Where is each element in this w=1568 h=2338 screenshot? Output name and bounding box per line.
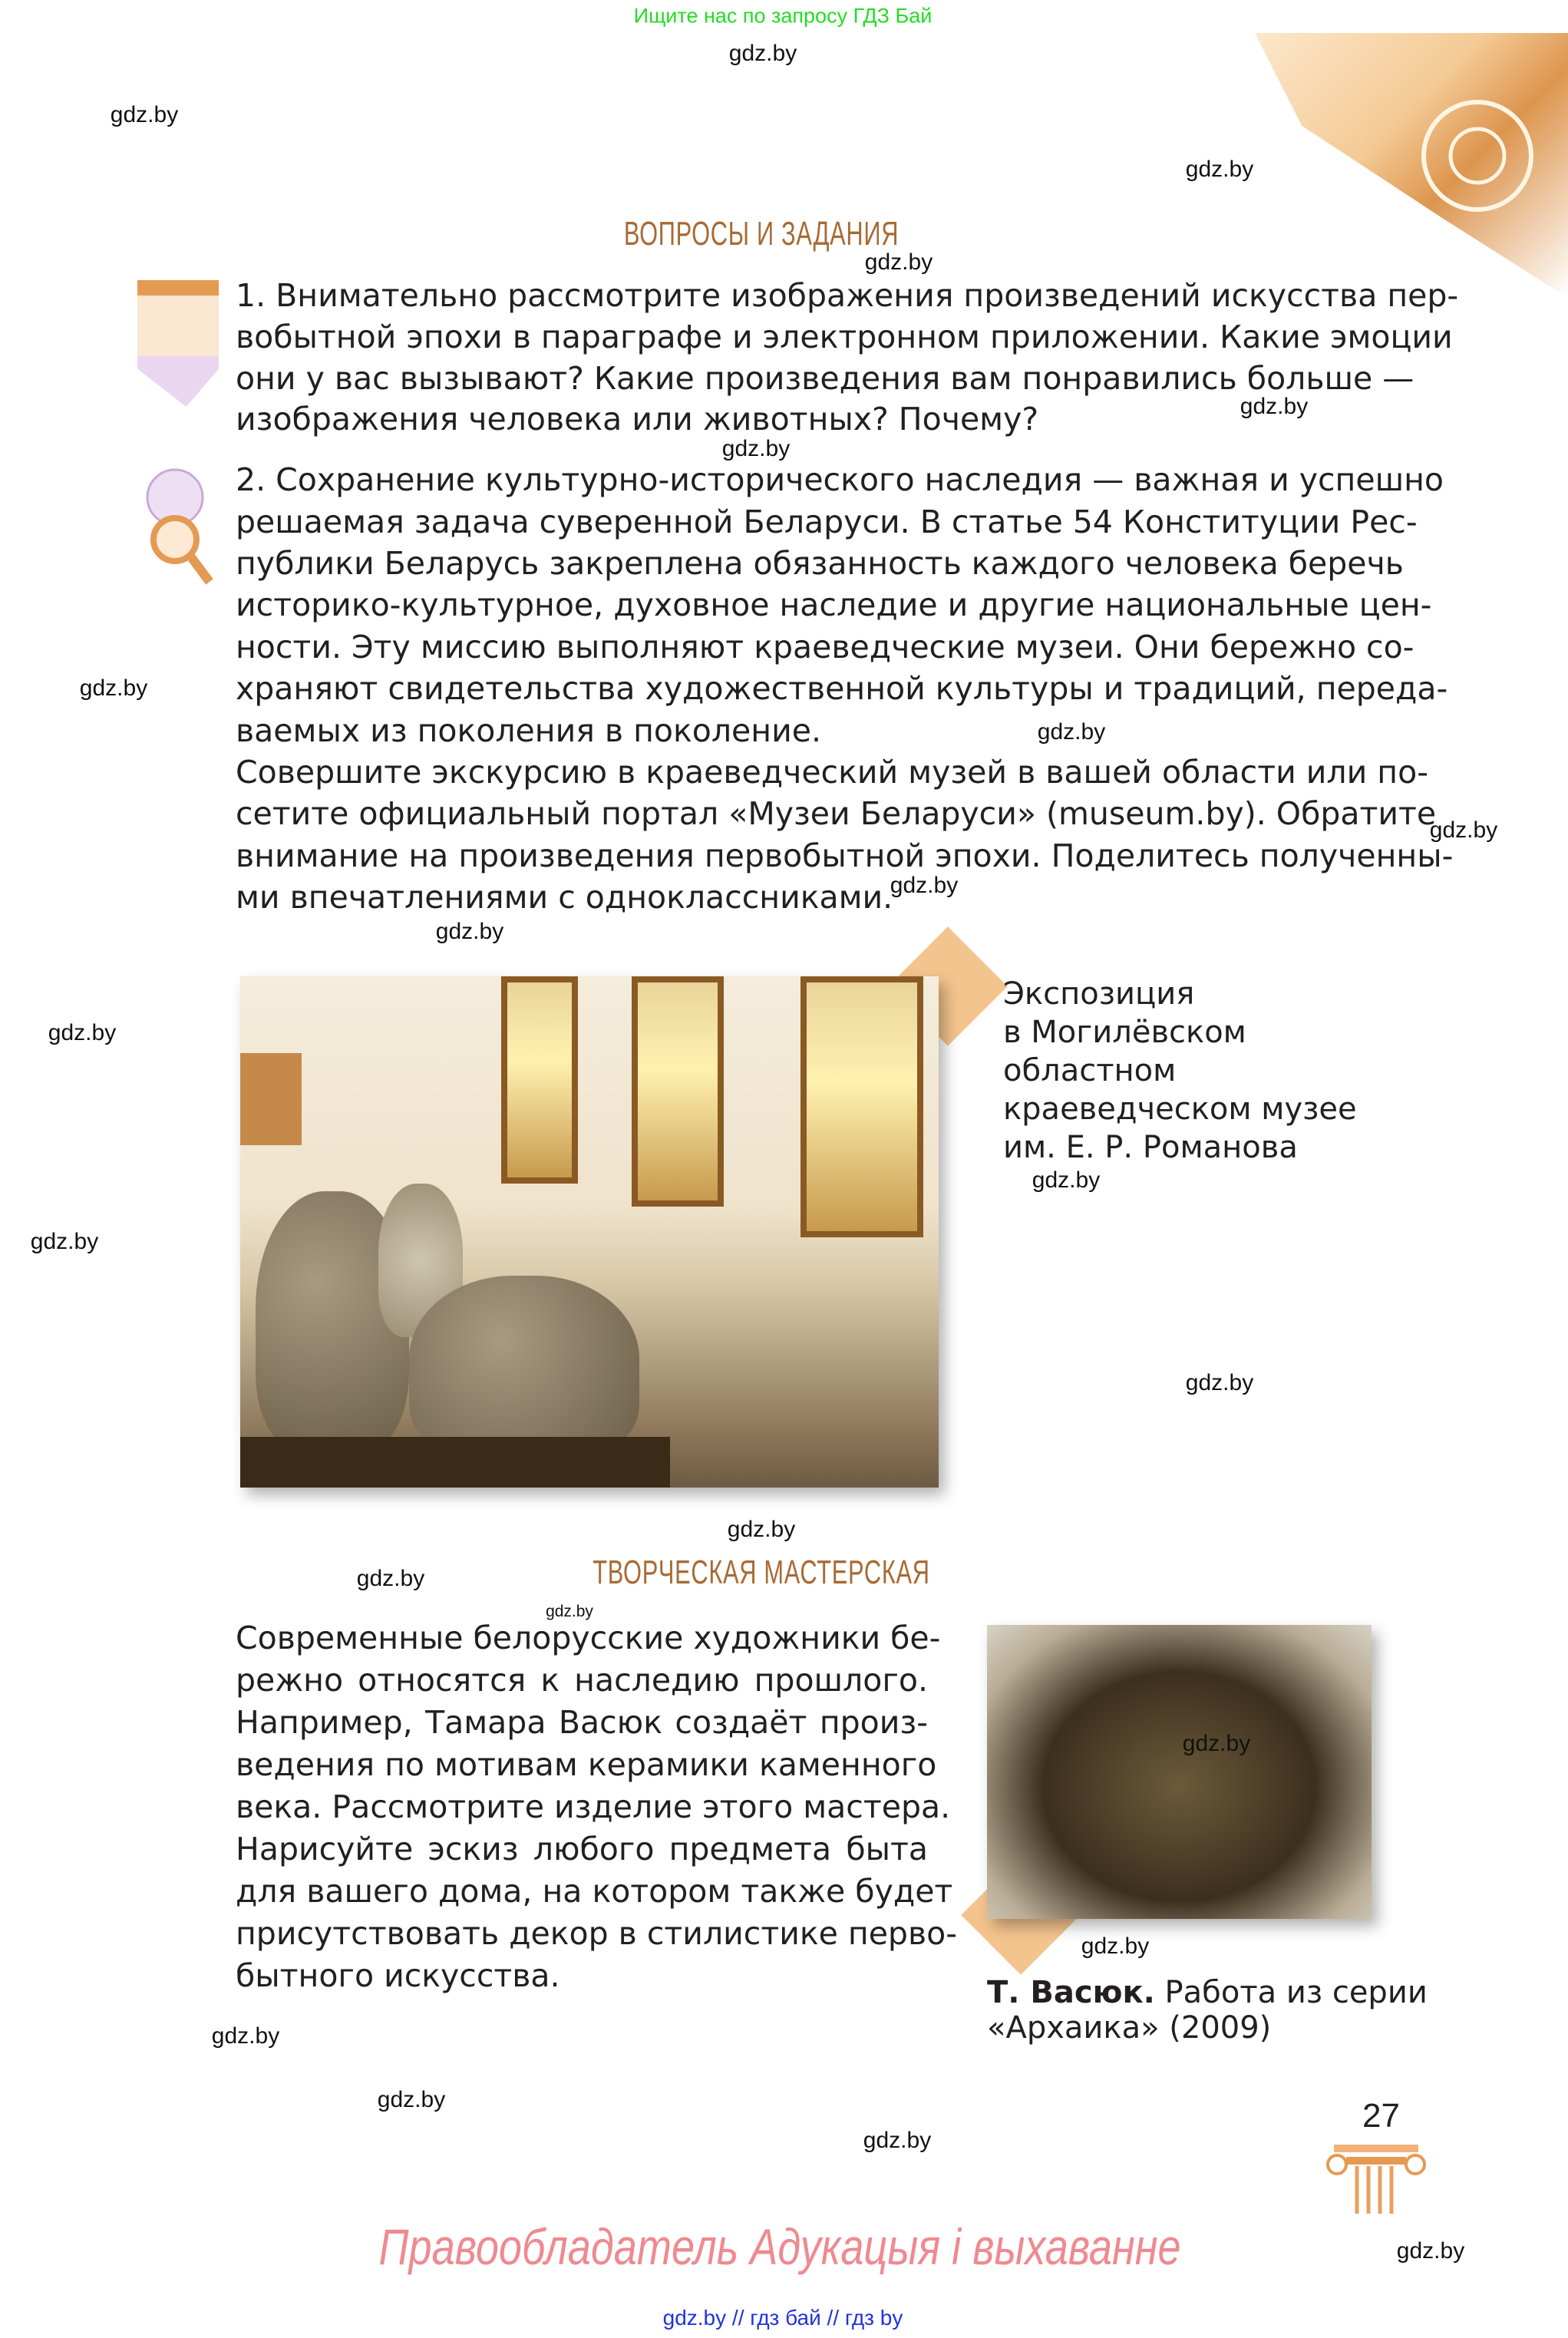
text-line: ности. Эту миссию выполняют краеведческие музеи. Они бережно со- <box>236 629 1415 665</box>
text-line: Современные белорусские художники бе- <box>236 1620 941 1656</box>
vase-caption <box>987 1973 1428 2012</box>
watermark: gdz.by <box>1037 719 1106 745</box>
watermark: gdz.by <box>377 2087 446 2112</box>
watermark: gdz.by <box>1081 1933 1150 1959</box>
archaika-vase-photo <box>987 1625 1372 1919</box>
text-line: решаемая задача суверенной Беларуси. В статье 54 Конституции Рес- <box>236 504 1418 540</box>
text-line: 1. Внимательно рассмотрите изображения произведений искусства пер- <box>236 277 1459 314</box>
text-line: Нарисуйте эскиз любого предмета быта <box>236 1831 928 1867</box>
caption-author: Т. Васюк. <box>987 1975 1155 2010</box>
copyright-holder: Правообладатель Адукацыя і выхаванне <box>378 2218 1181 2275</box>
watermark: gdz.by <box>1396 2238 1465 2264</box>
text-line: они у вас вызывают? Какие произведения вам понравились больше — <box>236 360 1415 397</box>
text-line: изображения человека или животных? Почему? <box>236 401 1039 438</box>
watermark: gdz.by <box>890 873 959 898</box>
text-line: храняют свидетельства художественной культуры и традиций, переда- <box>236 670 1448 707</box>
watermark: gdz.by <box>1185 1370 1254 1395</box>
page-number: 27 <box>1362 2097 1400 2135</box>
watermark: gdz.by <box>110 102 179 127</box>
text-line: века. Рассмотрите изделие этого мастера. <box>236 1788 951 1825</box>
text-line: ваемых из поколения в поколение. <box>236 712 821 749</box>
text-line: ведения по мотивам керамики каменного <box>236 1746 937 1783</box>
section-heading-questions: ВОПРОСЫ И ЗАДАНИЯ <box>623 215 900 253</box>
footer-links[interactable]: gdz.by // гдз бай // гдз by <box>662 2306 903 2330</box>
museum-exposition-photo <box>240 976 939 1488</box>
watermark: gdz.by <box>30 1229 99 1254</box>
watermark: gdz.by <box>863 2128 932 2153</box>
text-line: для вашего дома, на котором также будет <box>236 1873 953 1910</box>
text-line: Совершите экскурсию в краеведческий музей в вашей области или по- <box>236 754 1428 791</box>
watermark: gdz.by <box>211 2023 280 2049</box>
watermark: gdz.by <box>79 675 148 701</box>
text-line: ми впечатлениями с одноклассниками. <box>236 879 893 916</box>
research-magnifier-icon <box>140 467 216 604</box>
caption-line: в Могилёвском <box>1003 1015 1246 1050</box>
text-line: режно относятся к наследию прошлого. <box>236 1662 928 1699</box>
corner-decoration <box>1255 33 1568 298</box>
watermark: gdz.by <box>1032 1167 1101 1193</box>
watermark: gdz.by <box>727 1517 796 1542</box>
spiral-icon <box>1255 33 1568 298</box>
watermark: gdz.by <box>1185 157 1254 182</box>
caption-line: краеведческом музее <box>1003 1091 1357 1127</box>
text-line: вобытной эпохи в параграфе и электронном приложении. Какие эмоции <box>236 319 1453 355</box>
watermark: gdz.by <box>721 436 791 461</box>
text-line: присутствовать декор в стилистике перво- <box>236 1915 957 1952</box>
electronic-supplement-icon <box>137 280 219 407</box>
watermark: gdz.by <box>48 1020 117 1045</box>
section-heading-workshop: ТВОРЧЕСКАЯ МАСТЕРСКАЯ <box>593 1554 930 1591</box>
vase-caption-line2: «Архаика» (2009) <box>987 2010 1272 2046</box>
caption-line: им. Е. Р. Романова <box>1003 1130 1298 1165</box>
text-line: публики Беларусь закреплена обязанность каждого человека беречь <box>236 545 1404 582</box>
watermark: gdz.by <box>728 41 797 66</box>
caption-line: Экспозиция <box>1003 976 1195 1012</box>
caption-line: областном <box>1003 1053 1177 1088</box>
watermark: gdz.by <box>1240 394 1309 419</box>
text-line: сетите официальный портал «Музеи Беларуси» (museum.by). Обратите <box>236 795 1437 832</box>
search-banner: Ищите нас по запросу ГДЗ Бай <box>633 4 933 28</box>
watermark: gdz.by <box>546 1603 593 1620</box>
text-line: бытного искусства. <box>236 1957 560 1994</box>
text-line: 2. Сохранение культурно-исторического наследия — важная и успешно <box>236 461 1444 498</box>
column-icon <box>1326 2142 1426 2214</box>
text-line: историко-культурное, духовное наследие и другие национальные цен- <box>236 586 1432 623</box>
watermark: gdz.by <box>1182 1731 1251 1756</box>
watermark: gdz.by <box>435 919 504 944</box>
text-line: внимание на произведения первобытной эпохи. Поделитесь полученны- <box>236 837 1454 874</box>
caption-text: Работа из серии <box>1154 1975 1428 2010</box>
watermark: gdz.by <box>1429 817 1498 843</box>
watermark: gdz.by <box>864 249 933 275</box>
text-line: Например, Тамара Васюк создаёт произ- <box>236 1704 928 1741</box>
watermark: gdz.by <box>356 1566 425 1591</box>
